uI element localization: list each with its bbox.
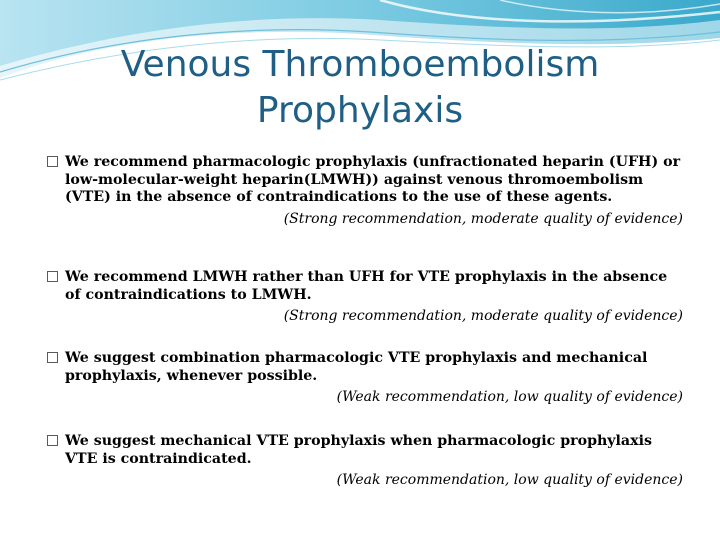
title-line-2: Prophylaxis [256, 90, 464, 131]
recommendation-text: We suggest mechanical VTE prophylaxis when pharmacologic prophylaxis VTE is contraindicated. [65, 433, 652, 467]
recommendation-text: We recommend LMWH rather than UFH for VTE prophylaxis in the absence of contraindications to LMWH. [65, 269, 668, 303]
title-line-1: Venous Thromboembolism [120, 44, 600, 85]
recommendation-item [47, 433, 687, 489]
slide-title [0, 42, 720, 134]
square-bullet-icon [47, 435, 58, 446]
recommendation-item [47, 350, 687, 406]
evidence-citation: (Weak recommendation, low quality of evidence) [336, 472, 683, 488]
evidence-citation: (Strong recommendation, moderate quality of evidence) [283, 308, 683, 324]
square-bullet-icon [47, 156, 58, 167]
recommendation-item [47, 269, 687, 325]
evidence-citation: (Weak recommendation, low quality of evidence) [336, 389, 683, 405]
recommendation-text: We suggest combination pharmacologic VTE prophylaxis and mechanical prophylaxis, whenever possible. [65, 350, 648, 384]
recommendation-text: We recommend pharmacologic prophylaxis (unfractionated heparin (UFH) or low-molecular-weight heparin(LMWH)) against venous thromoembolism (VTE) in the absence of contraindications to the use of these agents. [65, 154, 681, 205]
recommendation-item [47, 154, 687, 228]
square-bullet-icon [47, 271, 58, 282]
evidence-citation: (Strong recommendation, moderate quality of evidence) [283, 210, 683, 227]
square-bullet-icon [47, 352, 58, 363]
